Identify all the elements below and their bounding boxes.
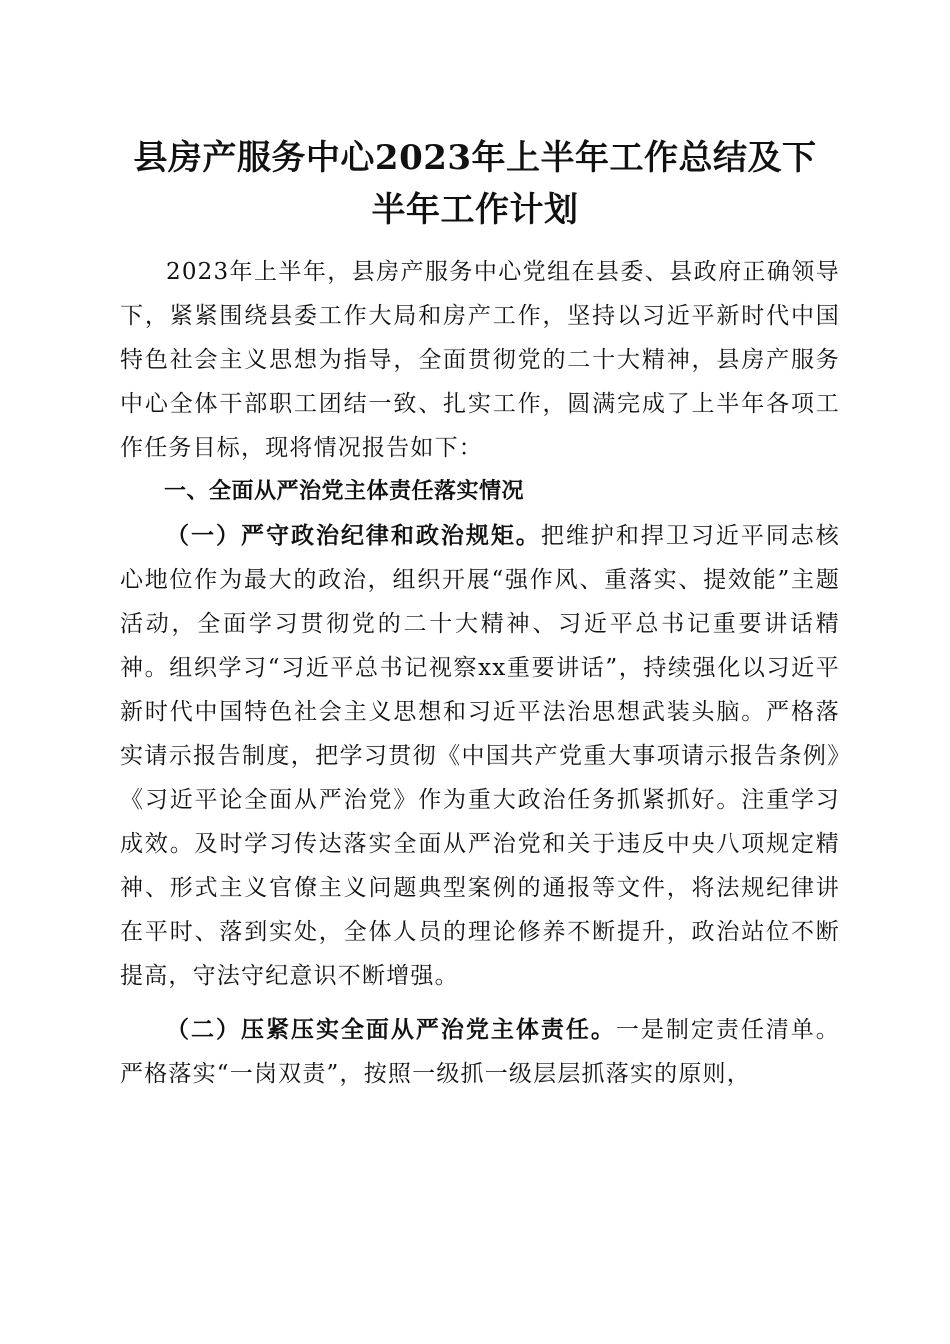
document-title [100,132,850,236]
title-line-2: 半年工作计划 [371,190,579,230]
subsection-2-lead: （二）压紧压实全面从严治党主体责任。 [166,1016,616,1043]
subsection-1-text: 把维护和捍卫习近平同志核心地位作为最大的政治，组织开展“强作风、重落实、提效能”主题活动，全面学习贯彻党的二十大精神、习近平总书记重要讲话精神。组织学习“习近平总书记视察xx重要讲话”，持续强化以习近平新时代中国特色社会主义思想和习近平法治思想武装头脑。严格落实请示报告制度，把学习贯彻《中国共产党重大事项请示报告条例》《习近平论全面从严治党》作为重大政治任务抓紧抓好。注重学习成效。及时学习传达落实全面从严治党和关于违反中央八项规定精神、形式主义官僚主义问题典型案例的通报等文件，将法规纪律讲在平时、落到实处，全体人员的理论修养不断提升，政治站位不断提高，守法守纪意识不断增强。 [120,523,841,989]
section-1-heading: 一、全面从严治党主体责任落实情况 [164,479,525,504]
document-body [120,250,840,1096]
subsection-2-text: 一是制定责任清单。严格落实“一岗双责”，按照一级抓一级层层抓落实的原则， [120,1017,840,1087]
subsection-1-lead: （一）严守政治纪律和政治规矩。 [166,522,541,549]
subsection-1-paragraph [120,514,840,998]
title-line-1: 县房产服务中心2023年上半年工作总结及下 [133,138,817,178]
subsection-2-paragraph [120,1008,840,1096]
intro-paragraph: 2023年上半年，县房产服务中心党组在县委、县政府正确领导下，紧紧围绕县委工作大局和房产工作，坚持以习近平新时代中国特色社会主义思想为指导，全面贯彻党的二十大精神，县房产服务中心全体干部职工团结一致、扎实工作，圆满完成了上半年各项工作任务目标，现将情况报告如下： [120,259,840,461]
